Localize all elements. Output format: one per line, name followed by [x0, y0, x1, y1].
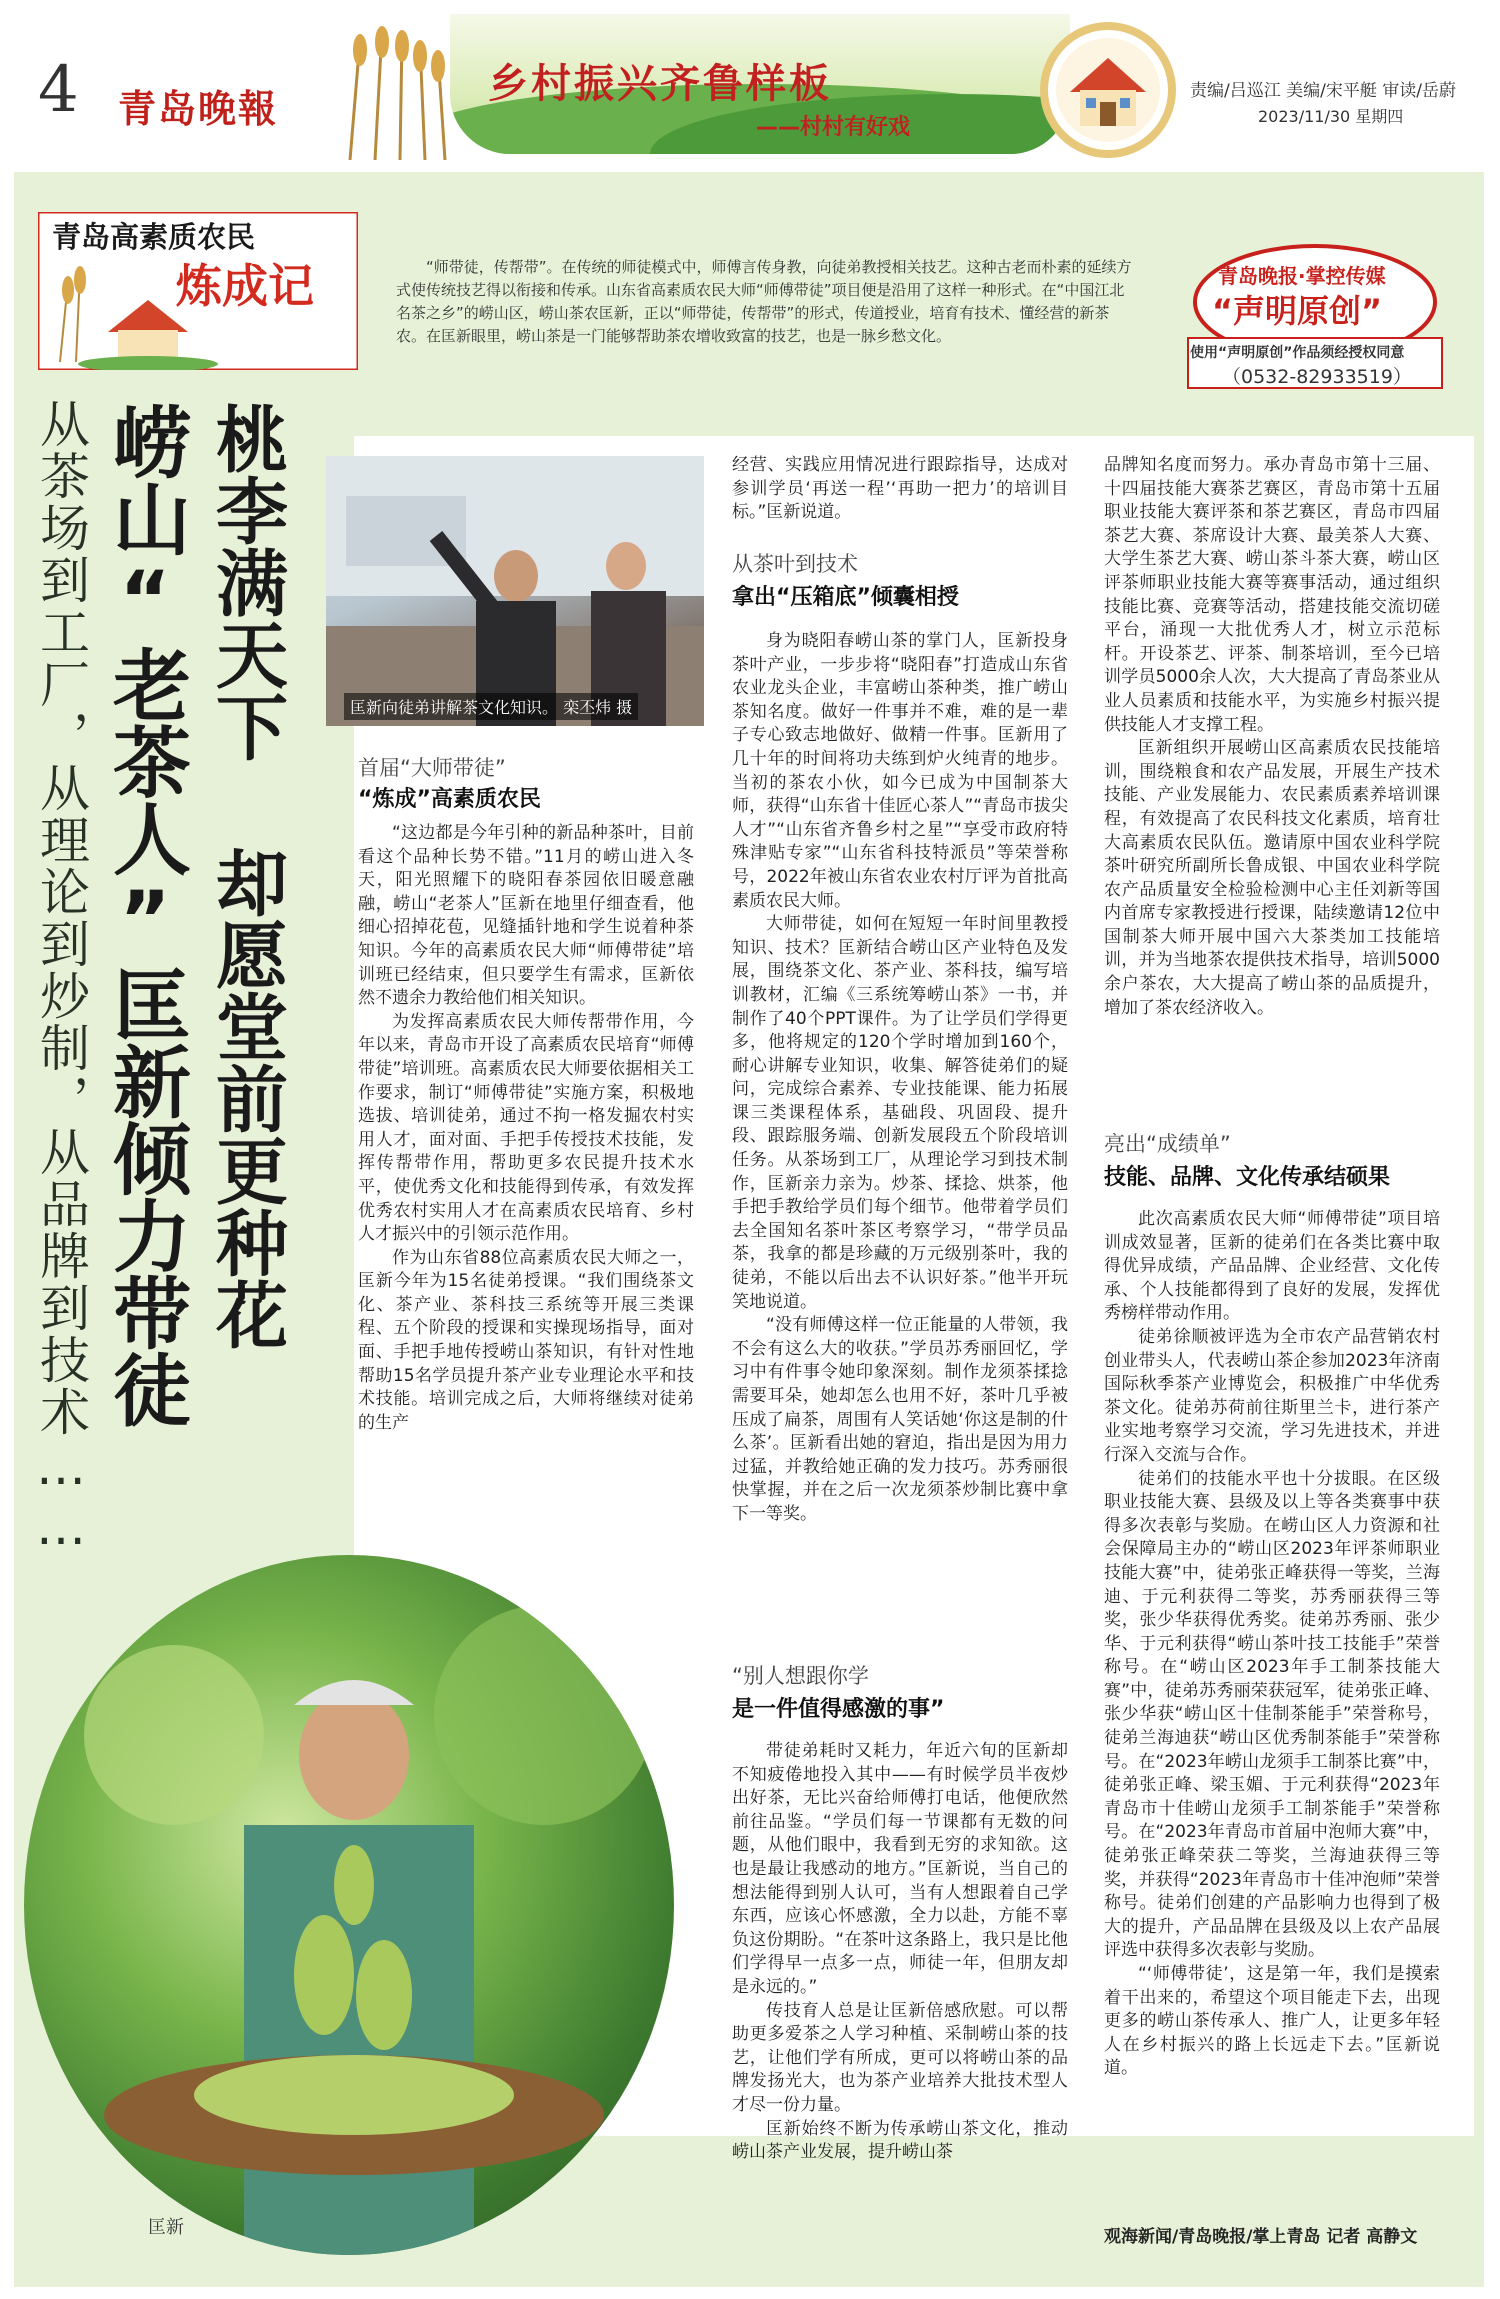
byline: 观海新闻/青岛晚报/掌上青岛 记者 高静文	[1104, 2227, 1418, 2247]
issue-date: 2023/11/30 星期四	[1258, 107, 1404, 126]
paragraph: “没有师傅这样一位正能量的人带领，我不会有这么大的收获。”学员苏秀丽回忆，学习中有件事令她印象深刻。制作龙须茶揉捻需要耳朵，她却怎么也用不好，茶叶几乎被压成了扁茶，周围有人笑话她‘你这是制的什么茶’。匡新看出她的窘迫，指出是因为用力过猛，并教给她正确的发力技巧。苏秀丽很快掌握，并在之后一次龙须茶炒制比赛中拿下一等奖。	[732, 1315, 1068, 1524]
column-3-text	[1104, 454, 1440, 1104]
photo-teaching	[326, 456, 704, 726]
section1-heading: “炼成”高素质农民	[358, 787, 541, 812]
editors-line: 责编/吕巡江 美编/宋平艇 审读/岳蔚	[1190, 81, 1456, 101]
paragraph: 徒弟们的技能水平也十分拔眼。在区级职业技能大赛、县级及以上等各类赛事中获得多次表彰与奖励。在崂山区人力资源和社会保障局主办的“崂山区2023年评茶师职业技能大赛”中，徒弟张正峰获得一等奖，兰海迪、于元利获得二等奖，苏秀丽获得三等奖，张少华获得优秀奖。徒弟苏秀丽、张少华、于元利获得“崂山茶叶技工技能手”荣誉称号。在“崂山区2023年手工制茶技能大赛”中，徒弟苏秀丽荣获冠军，徒弟张正峰、张少华获“崂山区十佳制茶能手”荣誉称号，徒弟兰海迪获“崂山区优秀制茶能手”荣誉称号。在“2023年崂山龙须手工制茶比赛”中，徒弟张正峰、梁玉媚、于元利获得“2023年青岛市十佳崂山龙须手工制茶能手”荣誉称号。在“2023年青岛市首届中泡师大赛”中，徒弟张正峰荣获二等奖，兰海迪获得三等奖，并获得“2023年青岛市十佳冲泡师”荣誉称号。徒弟们创建的产品影响力也得到了极大的提升，产品品牌在县级及以上农产品展评选中获得多次表彰与奖励。	[1104, 1468, 1440, 1961]
page-number: 4	[38, 53, 79, 127]
column-3b-text	[1104, 1208, 1440, 2218]
section2-kicker: 从茶叶到技术	[732, 552, 858, 576]
stamp-line-3: 使用“声明原创”作品须经授权同意	[1190, 345, 1405, 361]
paragraph: 经营、实践应用情况进行跟踪指导，达成对参训学员‘再送一程’‘再助一把力’的培训目标。”匡新说道。	[732, 455, 1068, 523]
column-2b-text	[732, 1740, 1068, 2260]
wheat-icon	[330, 20, 460, 160]
paragraph: 传技育人总是让匡新倍感欣慰。可以帮助更多爱茶之人学习种植、采制崂山茶的技艺，让他们学有所成，更可以将崂山茶的品牌发扬光大，也为茶产业培养大批技术型人才尽一份力量。	[732, 2000, 1068, 2115]
photo-tea-master	[24, 1555, 674, 2255]
paragraph: 匡新组织开展崂山区高素质农民技能培训，围绕粮食和农产品发展，开展生产技术技能、产业发展能力、农民素质素养培训课程，有效提高了农民科技文化素质，培育壮大高素质农民队伍。邀请原中国农业科学院茶叶研究所副所长鲁成银、中国农业科学院农产品质量安全检验检测中心主任刘新等国内首席专家教授进行授课，陆续邀请12位中国制茶大师开展中国六大茶类加工技能培训，并为当地茶农提供技术指导，培训5000余户茶农，大大提高了崂山茶的品质提升，增加了茶农经济收入。	[1104, 738, 1440, 1018]
intro-paragraph: “师带徒，传帮带”。在传统的师徒模式中，师傅言传身教，向徒弟教授相关技艺。这种古老而朴素的延续方式使传统技艺得以衔接和传承。山东省高素质农民大师“师傅带徒”项目便是沿用了这样一种形式。在“中国江北名茶之乡”的崂山区，崂山茶农匡新，正以“师带徒，传帮带”的形式，传道授业，培育有技术、懂经营的新茶农。在匡新眼里，崂山茶是一门能够帮助茶农增收致富的技艺，也是一脉乡愁文化。	[396, 258, 1132, 345]
column-2-top-text	[732, 454, 1068, 526]
section4-kicker: 亮出“成绩单”	[1104, 1132, 1231, 1156]
section1-kicker: 首届“大师带徒”	[358, 756, 506, 780]
stamp-phone: （0532-82933519）	[1222, 366, 1412, 388]
paragraph: 身为晓阳春崂山茶的掌门人，匡新投身茶叶产业，一步步将“晓阳春”打造成山东省农业龙头企业，丰富崂山茶种类，推广崂山茶知名度。做好一件事并不难，难的是一辈子专心致志地做好、做精一件事。匡新用了几十年的时间将功夫练到炉火纯青的地步。当初的茶农小伙，如今已成为中国制茶大师，获得“山东省十佳匠心茶人”“青岛市拔尖人才”“山东省齐鲁乡村之星”“享受市政府特殊津贴专家”“山东省科技特派员”等荣誉称号，2022年被山东省农业农村厅评为首批高素质农民大师。	[732, 631, 1068, 911]
section3-heading: 是一件值得感激的事”	[732, 1697, 945, 1722]
paragraph: 匡新始终不断为传承崂山茶文化，推动崂山茶产业发展，提升崂山茶	[732, 2118, 1068, 2163]
paragraph: 为发挥高素质农民大师传帮带作用，今年以来，青岛市开设了高素质农民培育“师傅带徒”培训班。高素质农民大师要依据相关工作要求，制订“师傅带徒”实施方案，积极地选拔、培训徒弟，通过不拘一格发掘农村实用人才，面对面、手把手传授技术技能，发挥传帮带作用，帮助更多农民提升技术水平，使优秀文化和技能得到传承，有效发挥优秀农村实用人才在高素质农民培育、乡村人才振兴中的引领示范作用。	[358, 1011, 694, 1245]
photo2-caption: 匡新	[148, 2217, 184, 2238]
stamp-line-2: “声明原创”	[1212, 292, 1383, 330]
paragraph: 此次高素质农民大师“师傅带徒”项目培训成效显著，匡新的徒弟们在各类比赛中取得优异成绩，产品品牌、企业经营、文化传承、个人技能都得到了良好的发展，发挥优秀榜样带动作用。	[1104, 1209, 1440, 1324]
paragraph: “这边都是今年引种的新品种茶叶，目前看这个品种长势不错。”11月的崂山进入冬天，阳光照耀下的晓阳春茶园依旧暖意融融，崂山“老茶人”匡新在地里仔细查看，他细心招掉花苞，见缝插针地和学生说着种茶知识。今年的高素质农民大师“师傅带徒”培训班已经结束，但只要学生有需求，匡新依然不遗余力教给他们相关知识。	[358, 823, 694, 1009]
paragraph: 作为山东省88位高素质农民大师之一，匡新今年为15名徒弟授课。“我们围绕茶文化、茶产业、茶科技三系统等开展三类课程、五个阶段的授课和实操现场指导，面对面、手把手地传授崂山茶知识，有针对性地帮助15名学员提升茶产业专业理论水平和技术技能。培训完成之后，大师将继续对徒弟的生产	[358, 1247, 694, 1433]
column-2-text	[732, 630, 1068, 1630]
column-1-text	[358, 822, 694, 1542]
paragraph: 带徒弟耗时又耗力，年近六旬的匡新却不知疲倦地投入其中——有时候学员半夜炒出好茶，无比兴奋给师傅打电话，他便欣然前往品鉴。“学员们每一节课都有无数的问题，从他们眼中，我看到无穷的求知欲。这也是最让我感动的地方。”匡新说，当自己的想法能得到别人认可，当有人想跟着自己学东西，应该心怀感激，全力以赴，方能不辜负这份期盼。“在茶叶这条路上，我只是比他们学得早一点多一点，师徒一年，但朋友却是永远的。”	[732, 1741, 1068, 1997]
section3-kicker: “别人想跟你学	[732, 1664, 869, 1688]
badge-subtitle: 炼成记	[176, 259, 314, 313]
section2-heading: 拿出“压箱底”倾囊相授	[732, 585, 959, 610]
paragraph: 徒弟徐顺被评选为全市农产品营销农村创业带头人，代表崂山茶企参加2023年济南国际秋季茶产业博览会，积极推广中华优秀茶文化。徒弟苏荷前往斯里兰卡，进行茶产业实地考察学习交流，学习先进技术，并进行深入交流与合作。	[1104, 1326, 1440, 1465]
newspaper-name: 青岛晚報	[118, 86, 279, 131]
house-icon	[1040, 22, 1176, 158]
paragraph: 大师带徒，如何在短短一年时间里教授知识、技术？匡新结合崂山区产业特色及发展，围绕茶文化、茶产业、茶科技，编写培训教材，汇编《三系统筹崂山茶》一书，并制作了40个PPT课件。为了让学员们学得更多，他将规定的120个学时增加到160个，耐心讲解专业知识，收集、解答徒弟们的疑问，完成综合素养、专业技能课、能力拓展课三类课程体系，基础段、巩固段、提升段、跟踪服务端、创新发展段五个阶段培训任务。从茶场到工厂，从理论学习到技术制作，匡新亲力亲为。炒茶、揉捻、烘茶，他手把手教给学员们每个细节。他带着学员们去全国知名茶叶茶区考察学习，“带学员品茶，我拿的都是珍藏的万元级别茶叶，我的徒弟，不能以后出去不认识好茶。”他半开玩笑地说道。	[732, 914, 1068, 1312]
deck-headline: 从茶场到工厂，从理论到炒制，从品牌到技术……	[32, 398, 90, 1558]
stamp-line-1: 青岛晚报·掌控传媒	[1218, 264, 1386, 288]
photo1-caption: 匡新向徒弟讲解茶文化知识。 栾丕炜 摄	[344, 693, 638, 720]
banner-subtitle: ——村村有好戏	[756, 115, 911, 140]
paragraph: “‘师傅带徒’，这是第一年，我们是摸索着干出来的，希望这个项目能走下去，出现更多的崂山茶传承人、推广人，让更多年轻人在乡村振兴的路上长远走下去。”匡新说道。	[1104, 1964, 1440, 2079]
main-headline: 崂山“老茶人”匡新倾力带徒	[100, 402, 190, 1427]
badge-title: 青岛高素质农民	[52, 220, 256, 254]
second-headline: 桃李满天下 却愿堂前更种花	[204, 402, 288, 1350]
paragraph: 品牌知名度而努力。承办青岛市第十三届、十四届技能大赛茶艺赛区，青岛市第十五届职业技能大赛评茶和茶艺赛区，青岛市四届茶艺大赛、茶席设计大赛、最美茶人大赛、大学生茶艺大赛、崂山茶斗茶大赛，崂山区评茶师职业技能大赛等赛事活动，通过组织技能比赛、竞赛等活动，搭建技能交流切磋平台，涌现一大批优秀人才，树立示范标杆。开设茶艺、评茶、制茶培训，至今已培训学员5000余人次，大大提高了青岛茶业从业人员素质和技能水平，为实施乡村振兴提供技能人才支撑工程。	[1104, 455, 1440, 735]
banner-title: 乡村振兴齐鲁样板	[488, 61, 832, 107]
section4-heading: 技能、品牌、文化传承结硕果	[1104, 1165, 1391, 1190]
